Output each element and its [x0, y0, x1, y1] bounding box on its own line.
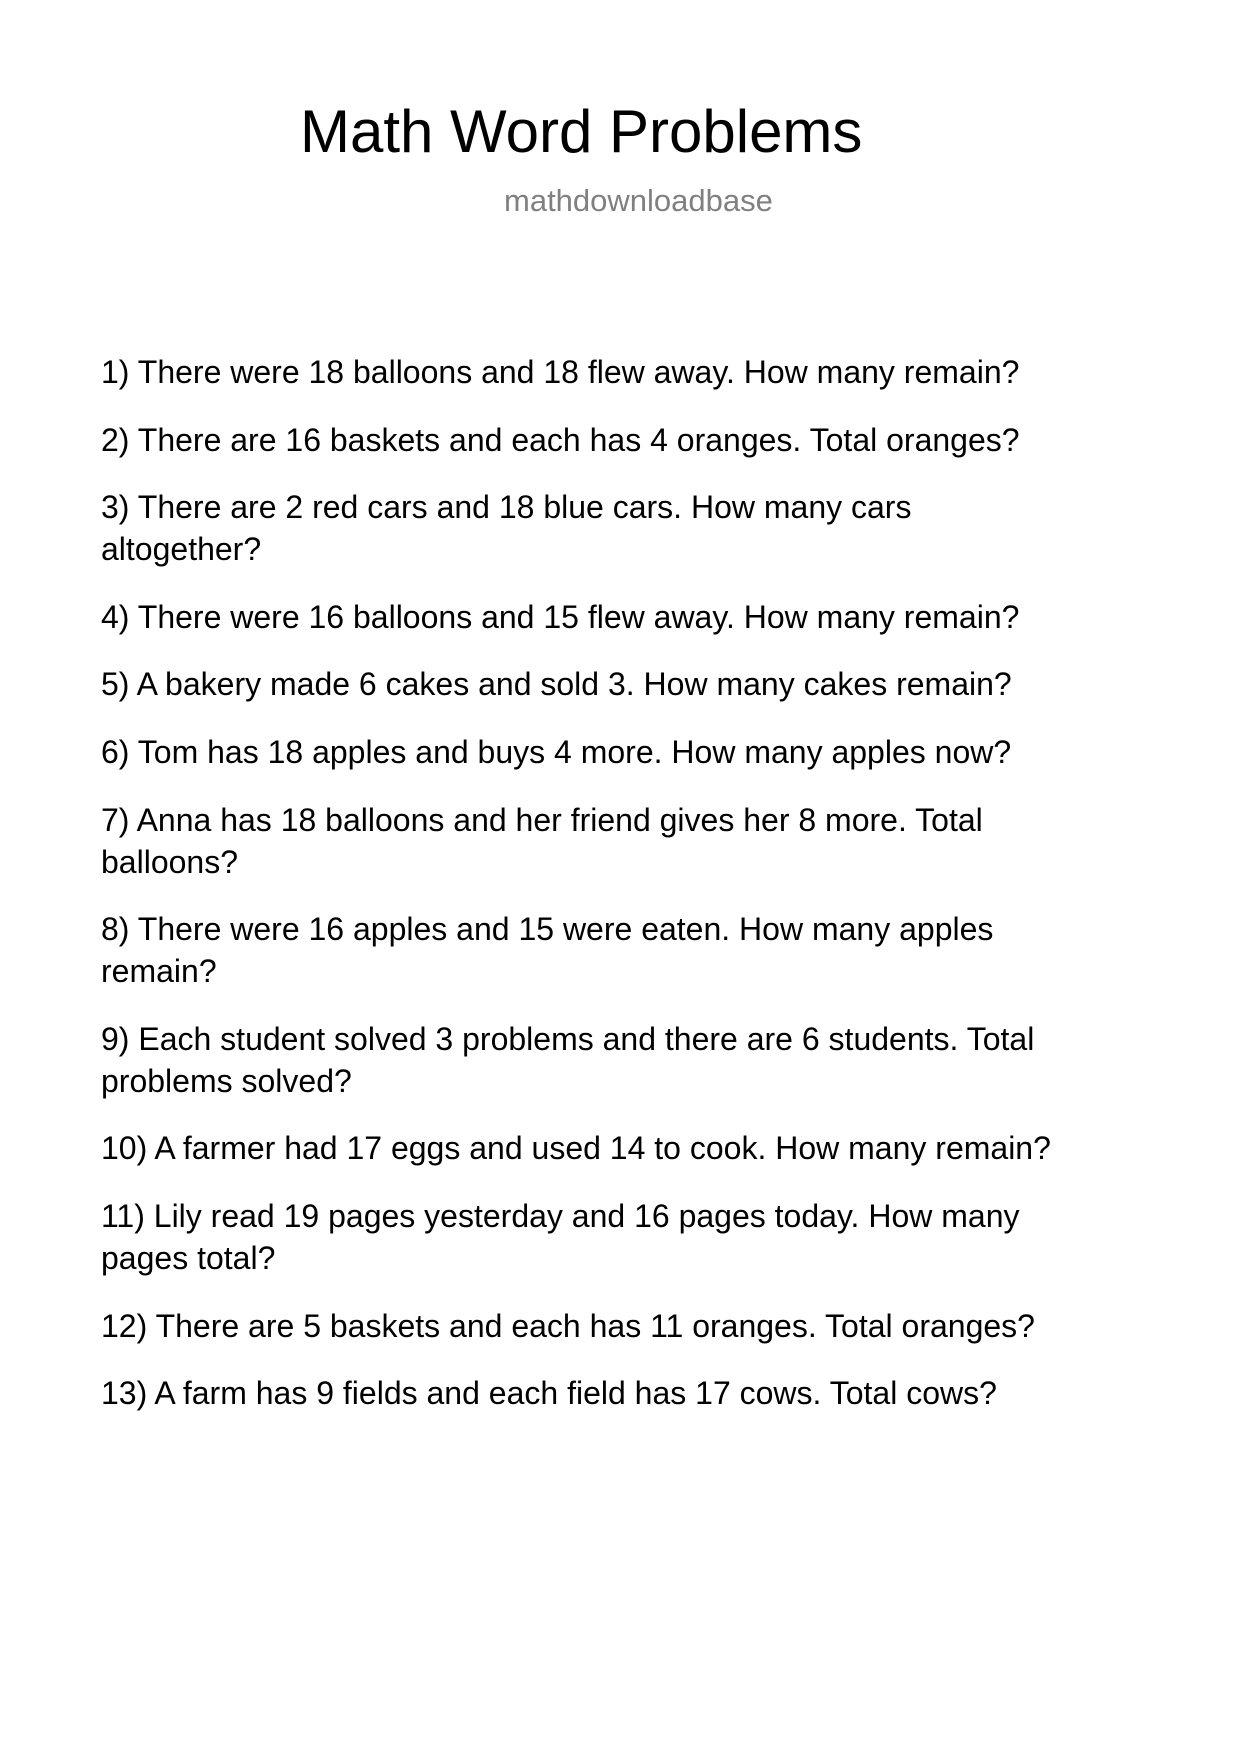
page-title: Math Word Problems: [300, 98, 863, 165]
problem-text: 3) There are 2 red cars and 18 blue cars. How many cars: [101, 489, 912, 526]
problem-text-continued: remain?: [101, 953, 217, 990]
problem-item-2: [101, 419, 1161, 461]
problem-text: 6) Tom has 18 apples and buys 4 more. How many apples now?: [101, 733, 1012, 770]
problem-item-11: [101, 1195, 1161, 1279]
problem-item-13: [101, 1372, 1161, 1414]
problem-item-6: [101, 731, 1161, 773]
problem-item-4: [101, 596, 1161, 638]
problem-text: 9) Each student solved 3 problems and there are 6 students. Total: [101, 1020, 1035, 1057]
problem-text: 4) There were 16 balloons and 15 flew away. How many remain?: [101, 598, 1020, 635]
problem-item-10: [101, 1127, 1161, 1169]
problem-item-5: [101, 663, 1161, 705]
problem-text-continued: pages total?: [101, 1239, 276, 1276]
page-subtitle: mathdownloadbase: [504, 183, 773, 218]
problem-text: 13) A farm has 9 fields and each field has 17 cows. Total cows?: [101, 1375, 997, 1412]
problem-text: 8) There were 16 apples and 15 were eaten. How many apples: [101, 911, 994, 948]
problem-item-9: [101, 1018, 1161, 1102]
problem-item-7: [101, 799, 1161, 883]
problem-text: 10) A farmer had 17 eggs and used 14 to cook. How many remain?: [101, 1130, 1051, 1167]
problem-text-continued: balloons?: [101, 843, 238, 880]
problem-item-3: [101, 486, 1161, 570]
problem-text: 1) There were 18 balloons and 18 flew away. How many remain?: [101, 354, 1020, 390]
problem-item-8: [101, 908, 1161, 992]
problem-text: 2) There are 16 baskets and each has 4 oranges. Total oranges?: [101, 421, 1020, 458]
problem-item-1: [101, 351, 1161, 393]
problem-item-12: [101, 1305, 1161, 1347]
problem-text-continued: altogether?: [101, 531, 262, 568]
problem-text-continued: problems solved?: [101, 1062, 352, 1099]
problem-text: 12) There are 5 baskets and each has 11 oranges. Total oranges?: [101, 1307, 1035, 1344]
problem-text: 7) Anna has 18 balloons and her friend gives her 8 more. Total: [101, 801, 983, 838]
problem-text: 5) A bakery made 6 cakes and sold 3. How many cakes remain?: [101, 666, 1012, 703]
problem-list: [101, 351, 1161, 1440]
problem-text: 11) Lily read 19 pages yesterday and 16 pages today. How many: [101, 1197, 1020, 1234]
